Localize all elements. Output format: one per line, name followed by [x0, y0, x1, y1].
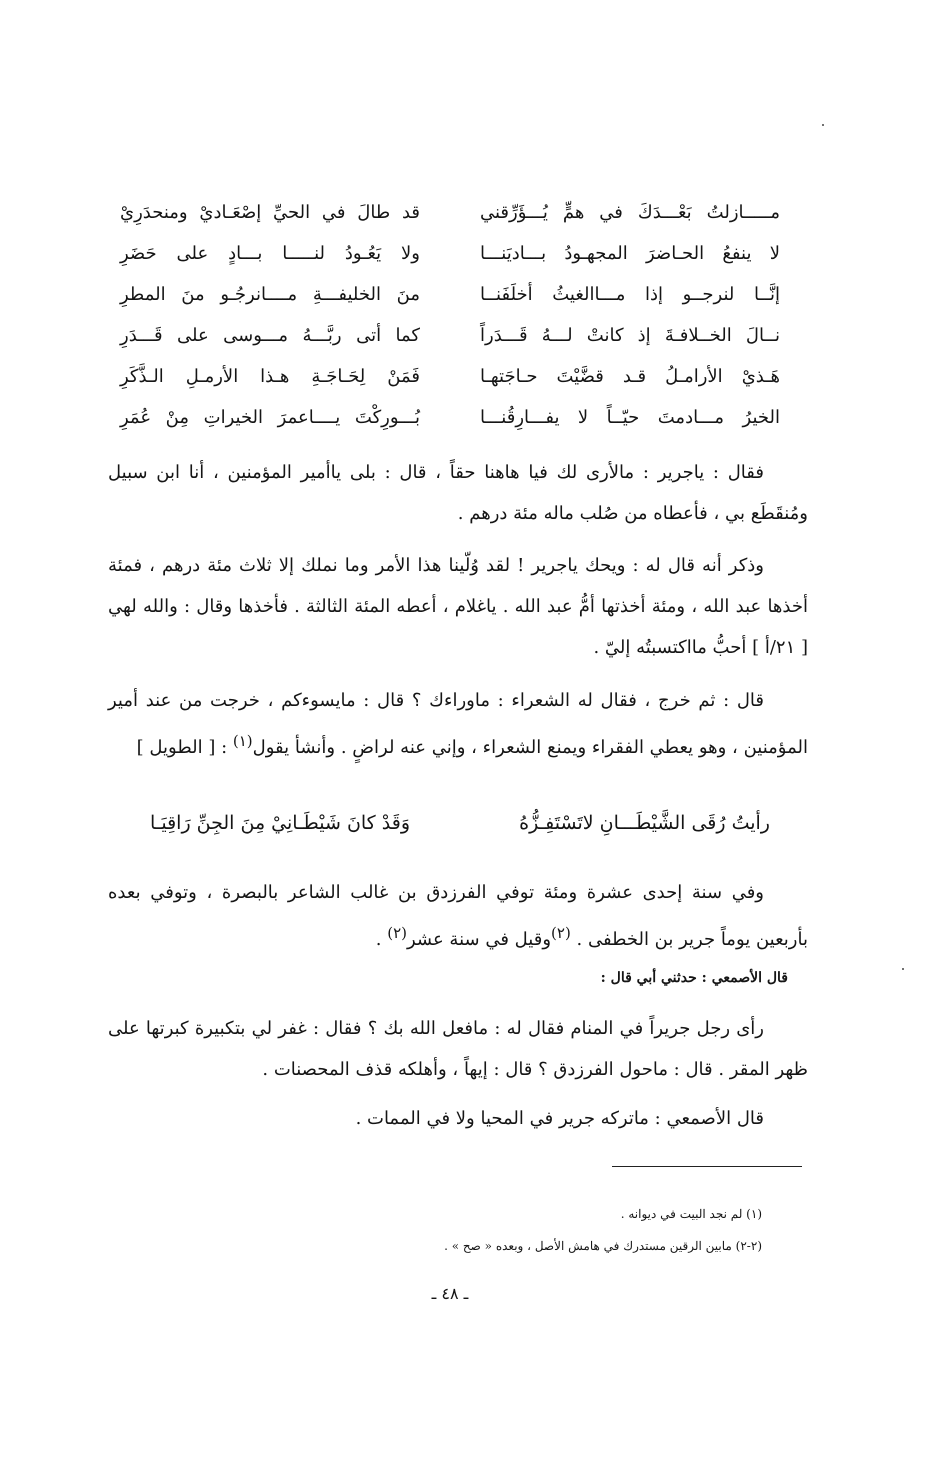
paragraph-3: [108, 680, 808, 768]
paragraph-text: وذكر أنه قال له : ويحك ياجرير ! لقد وُلّينا هذا الأمر وما نملك إلا ثلاث مئة درهم ، فمئة أخذها عبد الله ، ومئة أخذتها أمُّ عبد الله . ياغلام ، أعطه المئة الثالثة . فأخذها وقال : والله لهي [ ٢١/أ ] أحبُّ مااكتسبتُه إليّ .: [108, 555, 808, 658]
verse-second-hemistich: ولا يَعُـودُ لنـــــا بـــادٍ على حَضَرِ: [120, 243, 420, 264]
paragraph-4: [108, 872, 808, 960]
verse-second-hemistich: منَ الخليفـــةِ مــــانرجُـو منَ المطرِ: [120, 284, 420, 305]
paragraph-2: [108, 545, 808, 668]
paragraph-text: [108, 872, 808, 960]
verse-line: [120, 315, 780, 356]
single-verse: [150, 812, 770, 834]
verse-line: [120, 233, 780, 274]
footnotes: [162, 1198, 762, 1262]
verse-first-hemistich: إنَّــا لنرجــو إذا مـــاالغيثُ أخلَفَنــا: [480, 284, 780, 305]
verse-second-hemistich: قد طالَ في الحيِّ إصْعَـاديْ ومنحدَرِيْ: [120, 202, 420, 223]
footnote-ref: (١): [232, 732, 253, 750]
verse-first-hemistich: لا ينفعُ الحـاضرَ المجهـودُ بـــاديَنـــا: [480, 243, 780, 264]
paragraph-text: فقال : ياجرير : مالأرى لك فيا هاهنا حقاً ، قال : بلى ياأمير المؤمنين ، أنا ابن سبيل ومُنقَطَع بي ، فأعطاه من صُلب ماله مئة درهم .: [108, 462, 808, 524]
paragraph-text: قال الأصمعي : ماتركه جرير في المحيا ولا في الممات .: [355, 1108, 764, 1129]
paragraph-text: [108, 680, 808, 768]
meter-name: : [ الطويل ]: [136, 737, 233, 758]
verse-second-hemistich: وَقَدْ كانَ شَيْطَـانِيْ مِنَ الجِنِّ رَاقِيَـا: [150, 812, 410, 834]
verse-second-hemistich: بُـــورِكْتَ يــــاعمرَ الخيراتِ مِنْ عُمَرِ: [120, 407, 420, 428]
paragraph-body: .: [375, 929, 388, 950]
verse-line: [120, 192, 780, 233]
footnote-ref: (٢): [387, 924, 407, 942]
paragraph-text: رأى رجل جريراً في المنام فقال له : مافعل الله بك ؟ فقال : غفر لي بتكبيرة كبرتها على ظهر المقر . قال : ماحول الفرزدق ؟ قال : إيهاً ، وأهلكه قذف المحصنات .: [108, 1018, 808, 1080]
paragraph-6: [108, 1098, 808, 1139]
verse-line: [120, 356, 780, 397]
verse-first-hemistich: هَـذيْ الأرامـلُ قـد قضَّيْتَ حـاجَتهـا: [480, 366, 780, 387]
paragraph-body: وقيل في سنة عشر: [406, 929, 552, 950]
verse-first-hemistich: رأيتُ رُقَى الشَّيْطَـــانِ لاتَسْتَفِـزُّهُ: [519, 812, 770, 834]
footnote-item: (١) لم نجد البيت في ديوانه .: [620, 1207, 762, 1221]
verse-second-hemistich: فَمَنْ لِحَـاجَـةِ هـذا الأرمـلِ الـذَّكَرِ: [120, 366, 420, 387]
page-number: ـ ٤٨ ـ: [431, 1284, 469, 1303]
paragraph-body: قال : ثم خرج ، فقال له الشعراء : ماوراءك ؟ قال : مايسوءكم ، خرجت من عند أمير المؤمنين ، وهو يعطي الفقراء ويمنع الشعراء ، وإني عنه لراضٍ . وأنشأ يقول: [108, 690, 808, 758]
verse-first-hemistich: نــالَ الخــلافـةَ إذ كانتْ لـــهُ قَـــدَراً: [480, 325, 780, 346]
poem-verses: [120, 192, 780, 438]
paragraph-1: [108, 452, 808, 534]
verse-line: [120, 274, 780, 315]
verse-line: [120, 397, 780, 438]
verse-second-hemistich: كما أتى ربَّـــهُ مـــوسى على قَـــدَرِ: [120, 325, 420, 346]
scan-speck: [902, 968, 904, 970]
footnote-divider: [612, 1166, 802, 1167]
verse-first-hemistich: مـــــازلتُ بَعْـــدَكَ في همٍّ يُـــؤَرِّقني: [480, 202, 780, 223]
paragraph-body: وفي سنة إحدى عشرة ومئة توفي الفرزدق بن غالب الشاعر بالبصرة ، وتوفي بعده بأربعين يوماً جرير بن الخطفى .: [108, 882, 808, 950]
footnote-ref: (٢): [551, 924, 571, 942]
paragraph-5: [108, 1008, 808, 1090]
scan-speck: [822, 124, 824, 126]
footnote-item: (٢-٢) مابين الرقين مستدرك في هامش الأصل ، وبعده « صح » .: [444, 1239, 762, 1253]
section-subheading: قال الأصمعي : حدثني أبي قال :: [600, 970, 788, 986]
verse-first-hemistich: الخيرُ مـــادمتَ حيّــاً لا يفـــارِقُنـــا: [480, 407, 780, 428]
